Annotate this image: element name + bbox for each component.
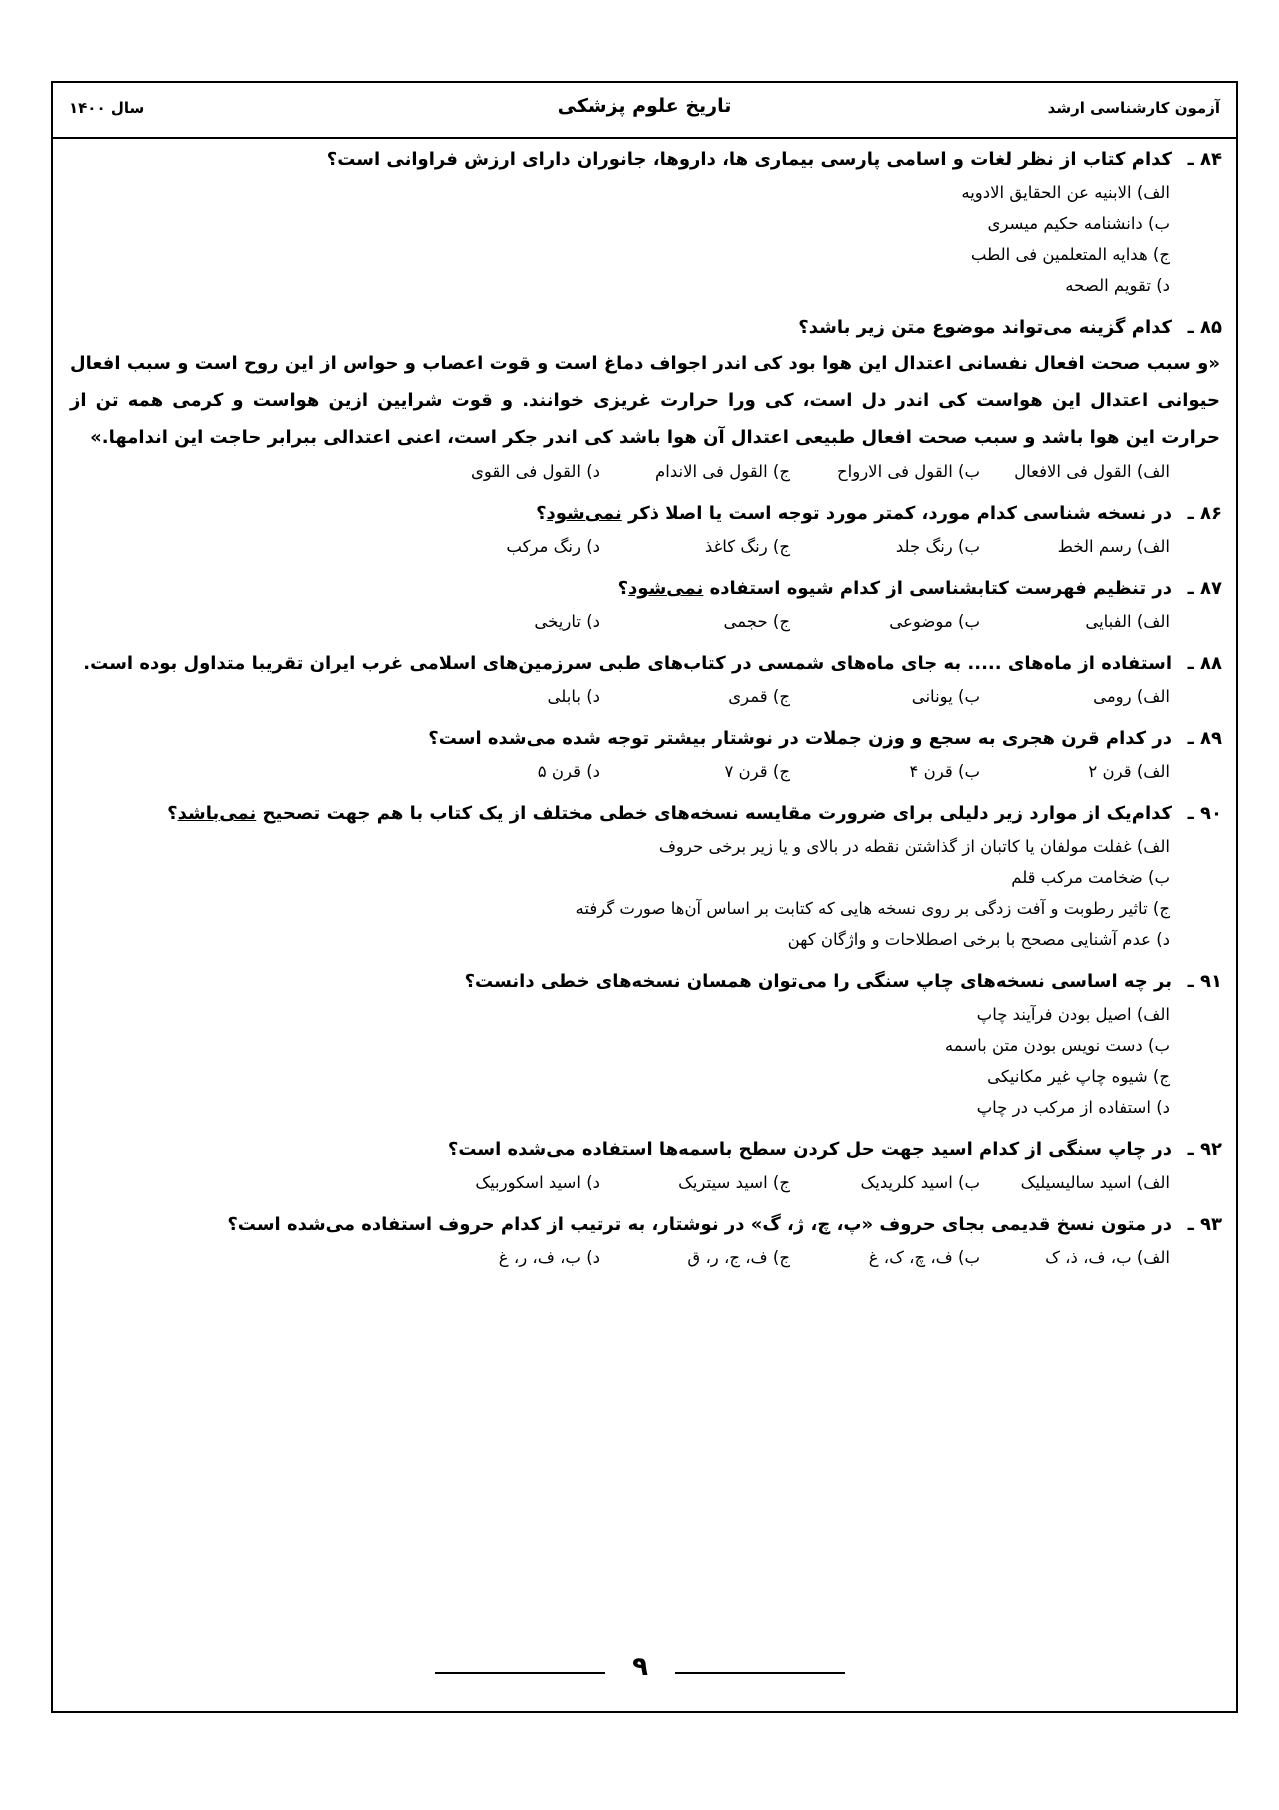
question-number: ۸۴ ـ bbox=[1187, 149, 1222, 170]
question-number: ۹۱ ـ bbox=[1187, 971, 1222, 992]
option-b: ب) اسید کلریدیک bbox=[860, 1173, 980, 1192]
option-b: ب) رنگ جلد bbox=[895, 537, 980, 556]
option-a: الف) الابنیه عن الحقایق الادویه bbox=[961, 183, 1170, 202]
question-number: ۸۶ ـ bbox=[1187, 503, 1222, 524]
question-84 bbox=[70, 143, 1222, 301]
question-85 bbox=[70, 311, 1222, 487]
option-c: ج) اسید سیتریک bbox=[678, 1173, 790, 1192]
header-exam: آزمون کارشناسی ارشد bbox=[1047, 99, 1220, 117]
question-text: کدام‌یک از موارد زیر دلیلی برای ضرورت مقایسه نسخه‌های خطی مختلف از یک کتاب با هم جهت تصحیح نمی‌باشد؟ bbox=[167, 803, 1172, 824]
question-93 bbox=[70, 1208, 1222, 1273]
option-c: ج) تاثیر رطوبت و آفت زدگی بر روی نسخه هایی که کتابت بر اساس آن‌ها صورت گرفته bbox=[575, 899, 1170, 918]
question-number: ۹۳ ـ bbox=[1187, 1214, 1222, 1235]
option-a: الف) ب، ف، ذ، ک bbox=[1045, 1248, 1170, 1267]
question-90 bbox=[70, 797, 1222, 955]
option-d: د) تاریخی bbox=[534, 612, 600, 631]
footer-rule-left bbox=[435, 1672, 605, 1674]
option-c: ج) هدایه المتعلمین فی الطب bbox=[970, 245, 1170, 264]
question-86 bbox=[70, 497, 1222, 562]
underlined-word: نمی‌شود bbox=[546, 503, 622, 524]
header-subject: تاریخ علوم پزشکی bbox=[557, 95, 732, 117]
option-b: ب) القول فی الارواح bbox=[837, 462, 980, 481]
option-a: الف) اسید سالیسیلیک bbox=[1020, 1173, 1170, 1192]
option-d: د) بابلی bbox=[547, 687, 600, 706]
question-text: در کدام قرن هجری به سجع و وزن جملات در نوشتار بیشتر توجه شده می‌شده است؟ bbox=[428, 728, 1172, 749]
question-text: استفاده از ماه‌های ..... به جای ماه‌های شمسی در کتاب‌های طبی سرزمین‌های اسلامی غرب ایران تقریبا متداول بوده است. bbox=[83, 653, 1172, 674]
question-92 bbox=[70, 1133, 1222, 1198]
option-c: ج) رنگ کاغذ bbox=[704, 537, 790, 556]
option-d: د) تقویم الصحه bbox=[1065, 276, 1170, 295]
question-number: ۹۰ ـ bbox=[1187, 803, 1222, 824]
option-a: الف) الفبایی bbox=[1085, 612, 1170, 631]
option-b: ب) قرن ۴ bbox=[909, 762, 980, 781]
option-c: ج) حجمی bbox=[723, 612, 790, 631]
question-text: در نسخه شناسی کدام مورد، کمتر مورد توجه است یا اصلا ذکر نمی‌شود؟ bbox=[536, 503, 1172, 524]
question-89 bbox=[70, 722, 1222, 787]
option-a: الف) رسم الخط bbox=[1057, 537, 1170, 556]
option-c: ج) القول فی الاندام bbox=[655, 462, 790, 481]
underlined-word: نمی‌باشد bbox=[177, 803, 257, 824]
option-a: الف) رومی bbox=[1093, 687, 1170, 706]
option-b: ب) ضخامت مرکب قلم bbox=[1011, 868, 1170, 887]
option-b: ب) موضوعی bbox=[889, 612, 980, 631]
question-number: ۸۸ ـ bbox=[1187, 653, 1222, 674]
question-text: در متون نسخ قدیمی بجای حروف «پ، چ، ژ، گ» در نوشتار، به ترتیب از کدام حروف استفاده می‌شده است؟ bbox=[227, 1214, 1172, 1235]
question-88 bbox=[70, 647, 1222, 712]
option-c: ج) ف، ج، ر، ق bbox=[687, 1248, 790, 1267]
option-b: ب) ف، چ، ک، غ bbox=[868, 1248, 980, 1267]
option-c: ج) قمری bbox=[728, 687, 790, 706]
question-91 bbox=[70, 965, 1222, 1123]
option-b: ب) دست نویس بودن متن باسمه bbox=[944, 1036, 1170, 1055]
underlined-word: نمی‌شود bbox=[628, 578, 704, 599]
option-d: د) اسید اسکوربیک bbox=[475, 1173, 600, 1192]
question-text: کدام گزینه می‌تواند موضوع متن زیر باشد؟ bbox=[798, 317, 1172, 338]
header-year: سال ۱۴۰۰ bbox=[69, 99, 145, 117]
option-d: د) ب، ف، ر، غ bbox=[498, 1248, 600, 1267]
option-a: الف) اصیل بودن فرآیند چاپ bbox=[976, 1005, 1170, 1024]
question-text: بر چه اساسی نسخه‌های چاپ سنگی را می‌توان همسان نسخه‌های خطی دانست؟ bbox=[464, 971, 1172, 992]
question-text: در تنظیم فهرست کتابشناسی از کدام شیوه استفاده نمی‌شود؟ bbox=[617, 578, 1172, 599]
question-number: ۹۲ ـ bbox=[1187, 1139, 1222, 1160]
option-a: الف) غفلت مولفان یا کاتبان از گذاشتن نقطه در بالای و یا زیر برخی حروف bbox=[658, 837, 1170, 856]
option-c: ج) شیوه چاپ غیر مکانیکی bbox=[987, 1067, 1170, 1086]
question-number: ۸۹ ـ bbox=[1187, 728, 1222, 749]
option-b: ب) دانشنامه حکیم میسری bbox=[987, 214, 1170, 233]
question-text: کدام کتاب از نظر لغات و اسامی پارسی بیماری ها، داروها، جانوران دارای ارزش فراوانی است؟ bbox=[326, 149, 1172, 170]
option-d: د) استفاده از مرکب در چاپ bbox=[976, 1098, 1170, 1117]
page-number: ۹ bbox=[632, 1652, 648, 1682]
option-d: د) قرن ۵ bbox=[537, 762, 600, 781]
option-d: د) رنگ مرکب bbox=[506, 537, 600, 556]
option-a: الف) قرن ۲ bbox=[1088, 762, 1170, 781]
option-c: ج) قرن ۷ bbox=[724, 762, 790, 781]
option-d: د) القول فی القوی bbox=[470, 462, 600, 481]
question-number: ۸۵ ـ bbox=[1187, 317, 1222, 338]
question-passage: «و سبب صحت افعال نفسانی اعتدال این هوا بود کی اندر اجواف دماغ است و قوت اعصاب و حواس از این روح است و سبب افعال حیوانی اعتدال این هواست کی اندر دل است، کی ورا حرارت غریزی خوانند. و قوت شرایین ازین هواست و کرمی همه تن از حرارت این هوا باشد و سبب صحت افعال طبیعی اعتدال آن هوا باشد کی اندر جکر است، اعنی اعتدالی ببرابر حاجت این اندامها.» bbox=[70, 353, 1220, 448]
page-header bbox=[51, 81, 1238, 139]
footer-rule-right bbox=[675, 1672, 845, 1674]
question-text: در چاپ سنگی از کدام اسید جهت حل کردن سطح باسمه‌ها استفاده می‌شده است؟ bbox=[447, 1139, 1172, 1160]
questions-list bbox=[70, 143, 1222, 1273]
question-number: ۸۷ ـ bbox=[1187, 578, 1222, 599]
question-87 bbox=[70, 572, 1222, 637]
option-a: الف) القول فی الافعال bbox=[1014, 462, 1170, 481]
option-b: ب) یونانی bbox=[911, 687, 980, 706]
option-d: د) عدم آشنایی مصحح با برخی اصطلاحات و واژگان کهن bbox=[787, 930, 1170, 949]
